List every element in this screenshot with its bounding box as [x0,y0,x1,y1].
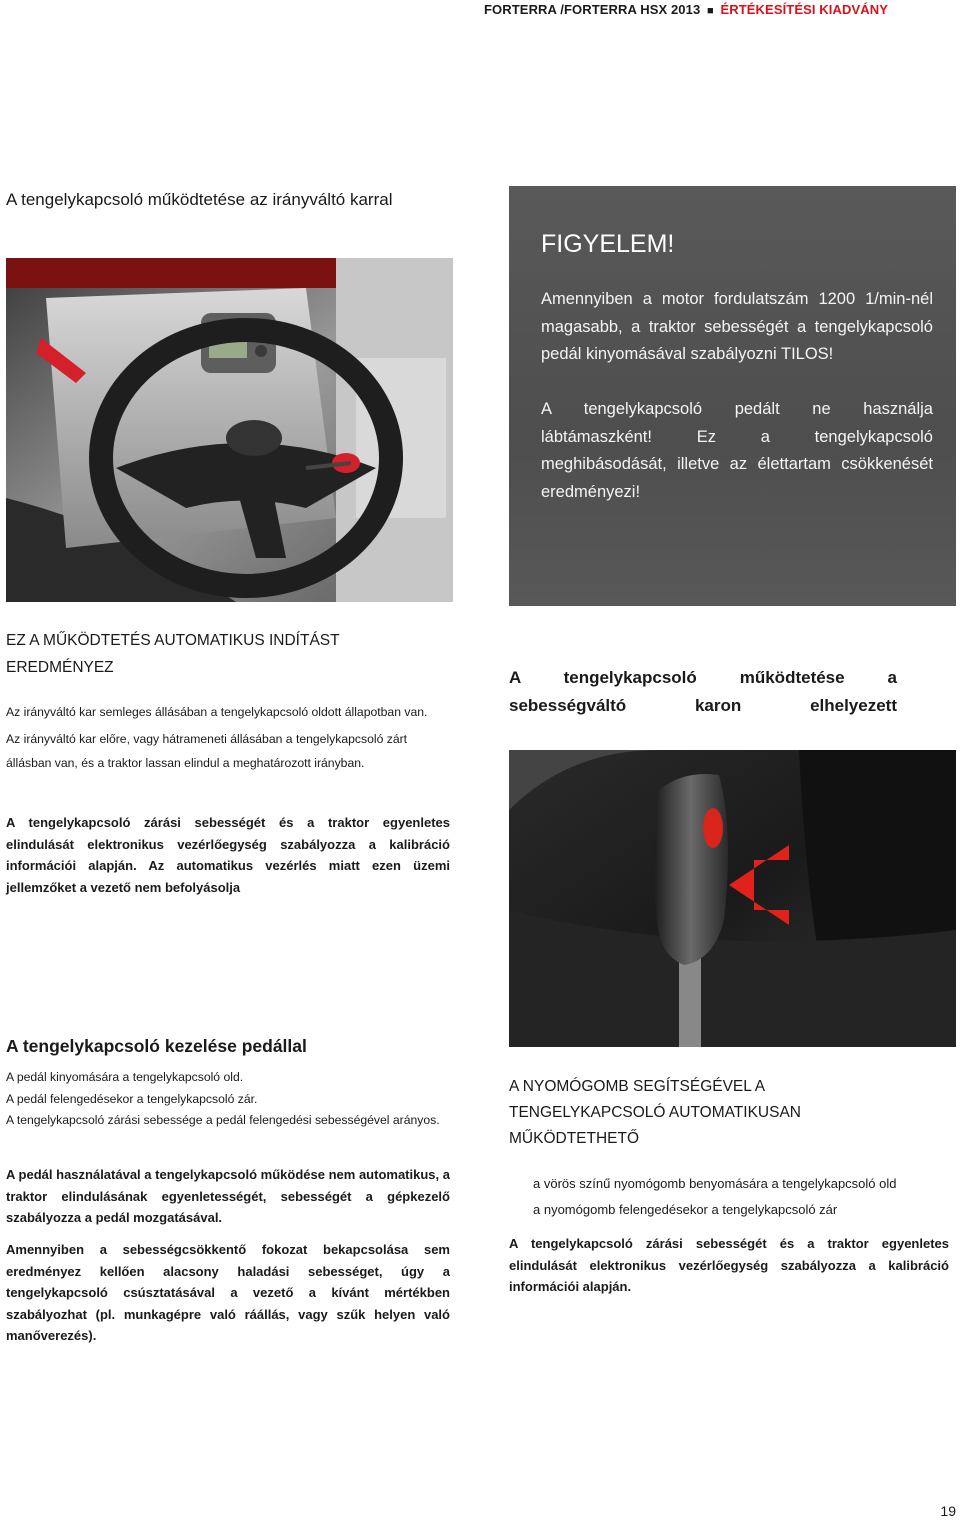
page-header [484,2,888,17]
button-bullet-2: a nyomógomb felengedésekor a tengelykapcsoló zár [533,1202,838,1217]
pedal-line-2: A pedál felengedésekor a tengelykapcsoló zár. [6,1092,258,1106]
steering-wheel-photo [6,258,453,602]
gear-lever-photo [509,750,956,1047]
header-subtitle: ÉRTÉKESÍTÉSI KIADVÁNY [720,2,888,17]
warning-paragraph-2: A tengelykapcsoló pedált ne használja lábtámaszként! Ez a tengelykapcsoló meghibásodását, illetve az élettartam csökkenését eredményezi! [541,400,933,501]
auto-start-heading: EZ A MŰKÖDTETÉS AUTOMATIKUS INDÍTÁST EREDMÉNYEZ [6,632,340,676]
auto-start-line-1: Az irányváltó kar semleges állásában a tengelykapcsoló oldott állapotban van. [6,705,428,719]
section-title-gear-lever: A tengelykapcsoló működtetése a sebességváltó karon elhelyezett [509,668,897,715]
pedal-bold-1: A pedál használatával a tengelykapcsoló működése nem automatikus, a traktor elindulásának egyenletességét, sebességét a gépkezelő szabályozza a pedál mozgatásával. [6,1167,450,1225]
button-bullet-1: a vörös színű nyomógomb benyomására a tengelykapcsoló old [533,1176,897,1191]
page-number: 19 [940,1503,956,1519]
pedal-line-1: A pedál kinyomására a tengelykapcsoló old. [6,1070,244,1084]
header-square-icon: ■ [707,5,714,17]
header-title: FORTERRA /FORTERRA HSX 2013 [484,2,701,17]
pedal-heading: A tengelykapcsoló kezelése pedállal [6,1036,307,1056]
warning-box [509,186,956,606]
warning-title: FIGYELEM! [541,230,675,258]
button-heading: A NYOMÓGOMB SEGÍTSÉGÉVEL A TENGELYKAPCSOLÓ AUTOMATIKUSAN MŰKÖDTETHETŐ [509,1078,801,1147]
section-title-shuttle: A tengelykapcsoló működtetése az irányváltó karral [6,190,393,209]
pedal-bold-2: Amennyiben a sebességcsökkentő fokozat bekapcsolása sem eredményez kellően alacsony haladási sebességet, úgy a tengelykapcsoló csúsztatásával a vezető a kívánt mértékben szabályozhat (pl. munkagépre való ráállás, vagy szűk helyen való manőverezés). [6,1242,450,1343]
button-bold-note: A tengelykapcsoló zárási sebességét és a traktor egyenletes elindulását elektronikus vezérlőegység szabályozza a kalibráció információi alapján. [509,1236,949,1294]
auto-start-bold-note: A tengelykapcsoló zárási sebességét és a traktor egyenletes elindulását elektronikus vezérlőegység szabályozza a kalibráció információi alapján. Az automatikus vezérlés miatt ezen üzemi jellemzőket a vezető nem befolyásolja [6,815,450,895]
auto-start-line-2: Az irányváltó kar előre, vagy hátrameneti állásában a tengelykapcsoló zárt állásban van, és a traktor lassan elindul a meghatározott irányban. [6,732,408,770]
pedal-line-3: A tengelykapcsoló zárási sebessége a pedál felengedési sebességével arányos. [6,1113,440,1127]
warning-paragraph-1: Amennyiben a motor fordulatszám 1200 1/min-nél magasabb, a traktor sebességét a tengelykapcsoló pedál kinyomásával szabályozni TILOS! [541,290,933,363]
